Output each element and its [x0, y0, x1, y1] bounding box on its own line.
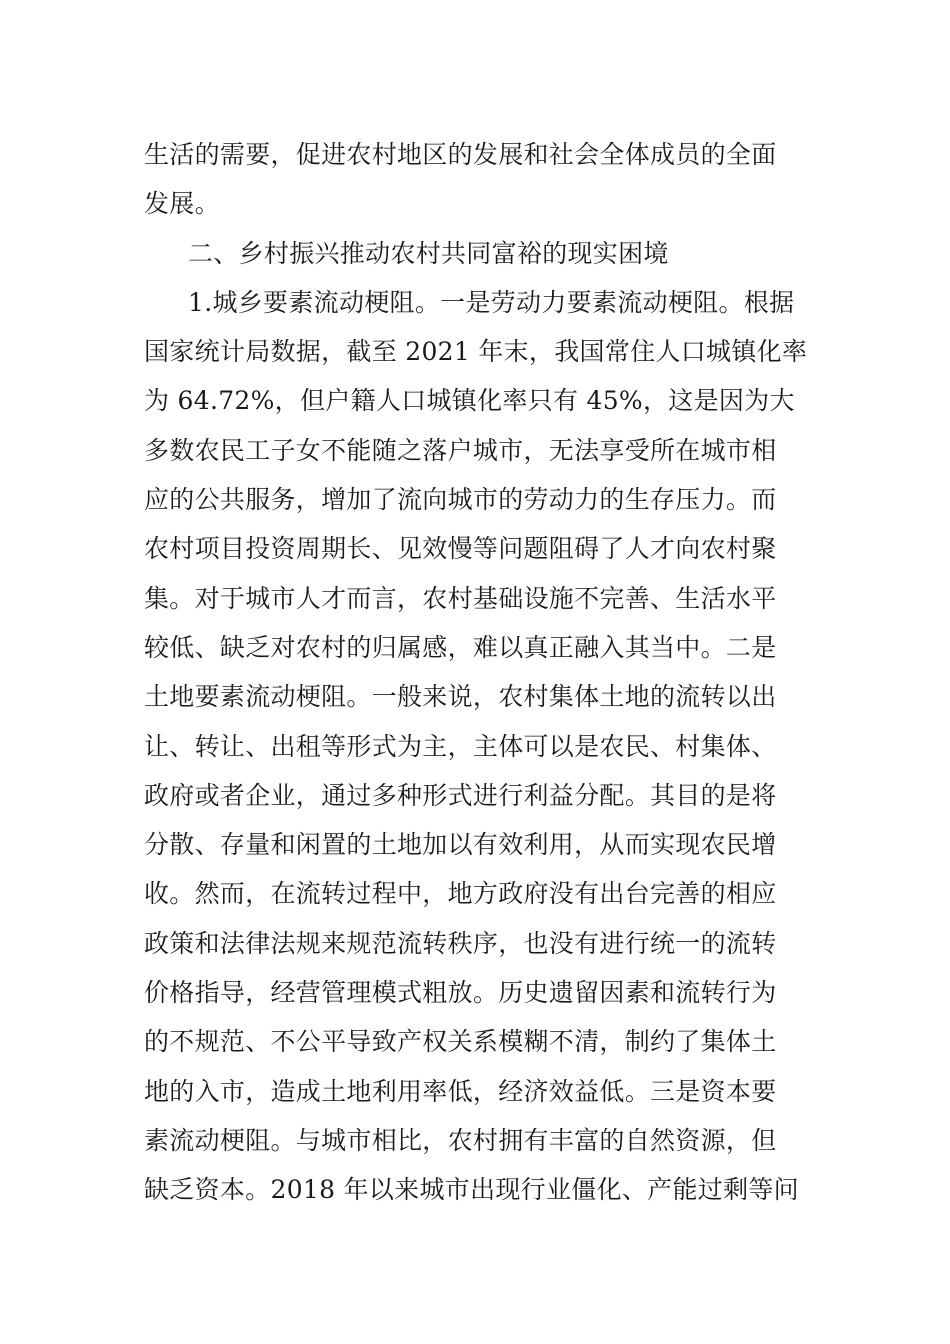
- text-line: 多数农民工子女不能随之落户城市，无法享受所在城市相: [144, 435, 777, 465]
- text-line: 政策和法律法规来规范流转秩序，也没有进行统一的流转: [144, 928, 777, 958]
- text-line: 收。然而，在流转过程中，地方政府没有出台完善的相应: [144, 879, 777, 909]
- text-line: 的不规范、不公平导致产权关系模糊不清，制约了集体土: [144, 1027, 777, 1057]
- text-line: 政府或者企业，通过多种形式进行利益分配。其目的是将: [144, 780, 777, 810]
- text-line: 应的公共服务，增加了流向城市的劳动力的生存压力。而: [144, 485, 777, 515]
- text-line: 发展。: [144, 189, 220, 219]
- text-line: 价格指导，经营管理模式粗放。历史遗留因素和流转行为: [144, 978, 777, 1008]
- text-line: 较低、缺乏对农村的归属感，难以真正融入其当中。二是: [144, 632, 777, 662]
- text-line: 农村项目投资周期长、见效慢等问题阻碍了人才向农村聚: [144, 534, 777, 564]
- text-line: 缺乏资本。2018 年以来城市出现行业僵化、产能过剩等问: [144, 1175, 799, 1205]
- text-line: 让、转让、出租等形式为主，主体可以是农民、村集体、: [144, 731, 777, 761]
- text-line: 1.城乡要素流动梗阻。一是劳动力要素流动梗阻。根据: [188, 287, 795, 317]
- text-line: 地的入市，造成土地利用率低，经济效益低。三是资本要: [144, 1076, 777, 1106]
- text-line: 土地要素流动梗阻。一般来说，农村集体土地的流转以出: [144, 682, 777, 712]
- text-line: 为 64.72%，但户籍人口城镇化率只有 45%，这是因为大: [144, 386, 795, 416]
- text-line: 国家统计局数据，截至 2021 年末，我国常住人口城镇化率: [144, 337, 808, 367]
- text-line: 生活的需要，促进农村地区的发展和社会全体成员的全面: [144, 140, 777, 169]
- text-line: 分散、存量和闲置的土地加以有效利用，从而实现农民增: [144, 830, 777, 860]
- text-line: 素流动梗阻。与城市相比，农村拥有丰富的自然资源，但: [144, 1125, 777, 1155]
- body-text: [144, 130, 814, 1215]
- text-line: 二、乡村振兴推动农村共同富裕的现实困境: [188, 238, 669, 268]
- text-line: 集。对于城市人才而言，农村基础设施不完善、生活水平: [144, 583, 777, 613]
